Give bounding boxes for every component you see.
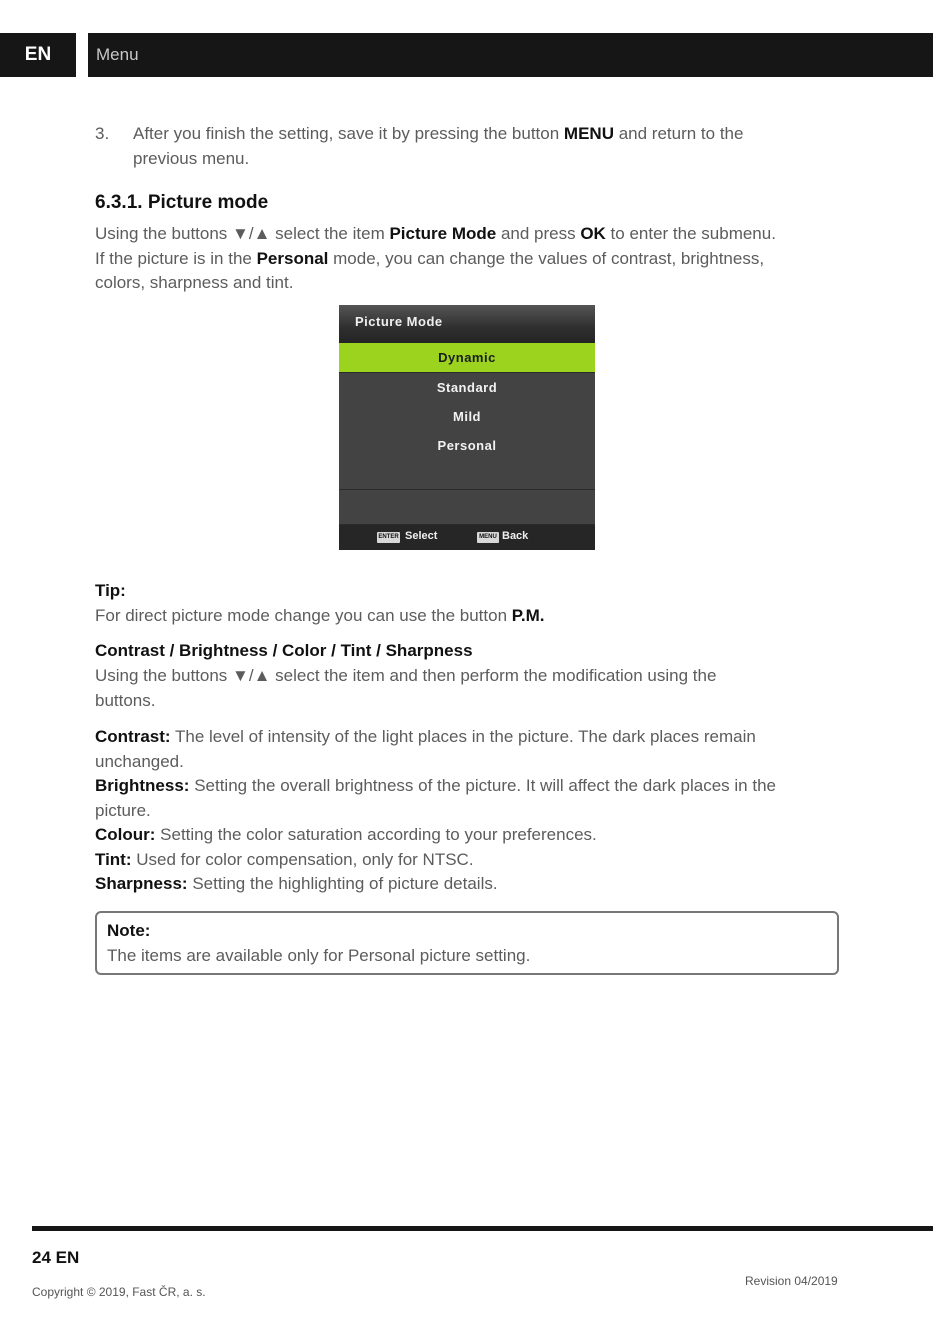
sharpness-label: Sharpness: bbox=[95, 874, 188, 893]
footer-divider bbox=[32, 1226, 933, 1231]
menu-item-empty bbox=[339, 460, 595, 490]
note-box bbox=[95, 911, 839, 975]
brightness-label: Brightness: bbox=[95, 776, 190, 795]
header-title: Menu bbox=[96, 45, 139, 64]
menu-header bbox=[339, 305, 595, 343]
tip-text: For direct picture mode change you can use the button P.M. bbox=[95, 606, 545, 625]
menu-item-empty bbox=[339, 490, 595, 525]
menu-title: Picture Mode bbox=[355, 314, 443, 329]
menu-button-ref: MENU bbox=[563, 124, 614, 143]
menu-item-mild[interactable]: Mild bbox=[339, 402, 595, 432]
menu-item-personal[interactable]: Personal bbox=[339, 431, 595, 461]
section-title: 6.3.1. Picture mode bbox=[95, 192, 269, 213]
enter-key-icon: ENTER bbox=[377, 532, 400, 543]
step-3-text: After you finish the setting, save it by pressing the button MENU and return to the previous menu. bbox=[133, 124, 744, 168]
contrast-label: Contrast: bbox=[95, 727, 171, 746]
note-text: The items are available only for Personal picture setting. bbox=[107, 946, 531, 965]
header-bar bbox=[88, 33, 933, 77]
language-tab: EN bbox=[0, 33, 76, 77]
menu-item-standard[interactable]: Standard bbox=[339, 373, 595, 403]
note-title: Note: bbox=[107, 921, 151, 940]
params-text: Using the buttons ▼/▲ select the item and then perform the modification using the buttons. bbox=[95, 666, 717, 710]
menu-item-dynamic[interactable]: Dynamic bbox=[339, 343, 595, 373]
picture-mode-menu bbox=[339, 305, 595, 550]
params-title: Contrast / Brightness / Color / Tint / Sharpness bbox=[95, 641, 473, 660]
definitions: Contrast: The level of intensity of the light places in the picture. The dark places remain unchanged. Brightness: Setting the overall brightness of the picture. It will affect the dark places in the picture. Colour: Setting the color saturation according to your preferences. Tint: Used for color compensation, only for NTSC. Sharpness: Setting the highlighting of picture details. bbox=[95, 727, 776, 893]
step-number: 3. bbox=[95, 124, 110, 143]
section-paragraph: Using the buttons ▼/▲ select the item Picture Mode and press OK to enter the submenu. If the picture is in the Personal mode, you can change the values of contrast, brightness, colors, sharpness and tint. bbox=[95, 224, 776, 292]
page-number: 24 EN bbox=[32, 1248, 80, 1267]
colour-label: Colour: bbox=[95, 825, 156, 844]
tip-title: Tip: bbox=[95, 581, 126, 600]
select-label: Select bbox=[405, 530, 438, 542]
menu-key-icon: MENU bbox=[477, 532, 499, 543]
back-label: Back bbox=[502, 530, 529, 542]
copyright: Copyright © 2019, Fast ČR, a. s. bbox=[32, 1285, 206, 1299]
menu-footer bbox=[339, 525, 595, 550]
revision: Revision 04/2019 bbox=[745, 1274, 838, 1288]
tint-label: Tint: bbox=[95, 849, 132, 869]
